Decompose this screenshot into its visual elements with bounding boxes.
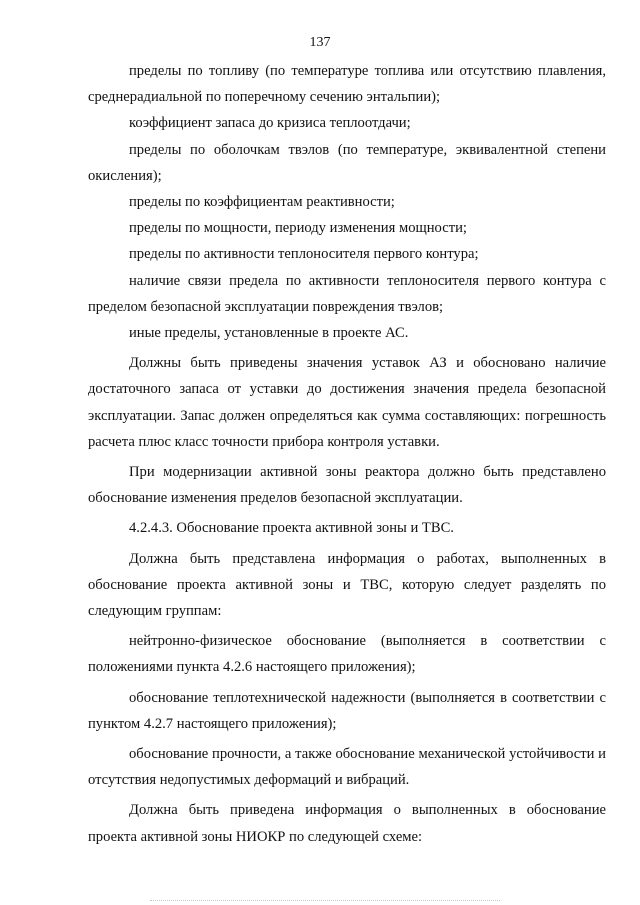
paragraph-research-scheme: Должна быть приведена информация о выполненных в обоснование проекта активной зоны НИОКР по следующей схеме: — [88, 802, 606, 845]
paragraph-reactivity-coefficient-limits: пределы по коэффициентам реактивности; — [129, 194, 395, 211]
paragraph-modernization: При модернизации активной зоны реактора должно быть представлено обоснование изменения пределов безопасной эксплуатации. — [88, 464, 606, 507]
paragraph-power-limits: пределы по мощности, периоду изменения мощности; — [129, 220, 467, 237]
paragraph-coolant-activity-limits: пределы по активности теплоносителя первого контура; — [129, 246, 479, 263]
paragraph-heat-transfer-crisis-margin: коэффициент запаса до кризиса теплоотдачи; — [129, 115, 411, 132]
paragraph-thermal-reliability: обоснование теплотехнической надежности (выполняется в соответствии с пунктом 4.2.7 настоящего приложения); — [88, 689, 606, 732]
paragraph-setpoints: Должны быть приведены значения уставок АЗ и обосновано наличие достаточного запаса от уставки до достижения значения предела безопасной эксплуатации. Запас должен определяться как сумма составляющих: погрешность расчета плюс класс точности прибора контроля уставки. — [88, 355, 606, 450]
section-heading-4-2-4-3: 4.2.4.3. Обоснование проекта активной зоны и ТВС. — [129, 520, 454, 537]
page-number: 137 — [309, 35, 331, 50]
page-bottom-divider — [150, 900, 500, 902]
paragraph-coolant-activity-link: наличие связи предела по активности теплоносителя первого контура с пределом безопасной эксплуатации повреждения твэлов; — [88, 272, 606, 315]
paragraph-cladding-limits: пределы по оболочкам твэлов (по температуре, эквивалентной степени окисления); — [88, 141, 606, 184]
paragraph-strength: обоснование прочности, а также обоснование механической устойчивости и отсутствия недопустимых деформаций и вибраций. — [88, 746, 606, 789]
paragraph-other-limits: иные пределы, установленные в проекте АС. — [129, 325, 409, 342]
paragraph-work-information: Должна быть представлена информация о работах, выполненных в обоснование проекта активной зоны и ТВС, которую следует разделять по следующим группам: — [88, 550, 606, 620]
paragraph-neutron-physics: нейтронно-физическое обоснование (выполняется в соответствии с положениями пункта 4.2.6 настоящего приложения); — [88, 633, 606, 676]
paragraph-fuel-limits: пределы по топливу (по температуре топлива или отсутствию плавления, среднерадиальной по поперечному сечению энтальпии); — [88, 63, 606, 106]
document-body — [88, 58, 606, 850]
